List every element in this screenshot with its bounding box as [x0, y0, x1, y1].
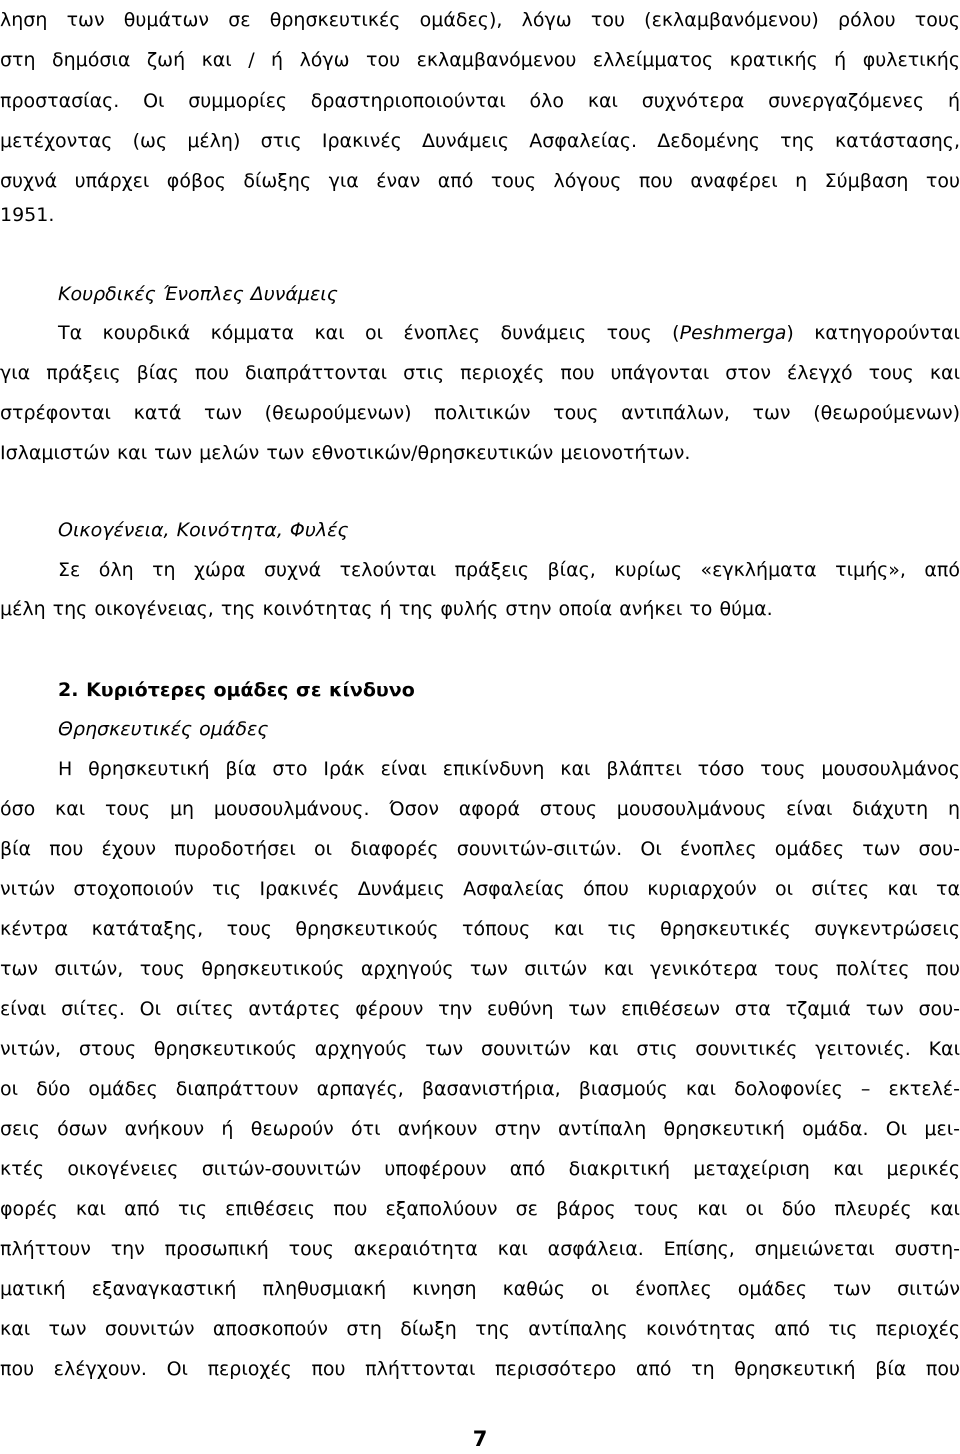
- text-line: φορές και από τις επιθέσεις που εξαπολύουν σε βάρος τους και οι δύο πλευρές και: [0, 1198, 960, 1220]
- text-line: που ελέγχουν. Οι περιοχές που πλήττονται περισσότερο από τη θρησκευτική βία που: [0, 1358, 960, 1380]
- italic-term: Peshmerga: [679, 322, 787, 344]
- text-line: προστασίας. Οι συμμορίες δραστηριοποιούνται όλο και συχνότερα συνεργαζόμενες ή: [0, 90, 960, 112]
- section-number: 2.: [58, 679, 79, 701]
- text-line: στη δημόσια ζωή και / ή λόγω του εκλαμβανόμενου ελλείμματος κρατικής ή φυλετικής: [0, 49, 960, 71]
- text-line: νιτών, στους θρησκευτικούς αρχηγούς των σουνιτών και στις σουνιτικές γειτονιές. Και: [0, 1038, 960, 1060]
- subsection-heading: Κουρδικές Ένοπλες Δυνάμεις: [58, 283, 338, 305]
- text-line: και των σουνιτών αποσκοπούν στη δίωξη της αντίπαλης κοινότητας από τις περιοχές: [0, 1318, 960, 1340]
- text-line: μετέχοντας (ως μέλη) στις Ιρακινές Δυνάμεις Ασφαλείας. Δεδομένης της κατάστασης,: [0, 130, 960, 152]
- text-line: ματική εξαναγκαστική πληθυσμιακή κινηση καθώς οι ένοπλες ομάδες των σιιτών: [0, 1278, 960, 1300]
- text-line: στρέφονται κατά των (θεωρούμενων) πολιτικών τους αντιπάλων, των (θεωρούμενων): [0, 402, 960, 424]
- text-span: Τα κουρδικά κόμματα και οι ένοπλες δυνάμεις τους (: [58, 322, 680, 344]
- text-line: είναι σιίτες. Οι σιίτες αντάρτες φέρουν την ευθύνη των επιθέσεων στα τζαμιά των σου-: [0, 998, 960, 1020]
- page-number: 7: [472, 1427, 488, 1451]
- text-line: [58, 313, 960, 353]
- text-line: βία που έχουν πυροδοτήσει οι διαφορές σουνιτών-σιιτών. Οι ένοπλες ομάδες των σου-: [0, 838, 960, 860]
- text-line: πλήττουν την προσωπική τους ακεραιότητα και ασφάλεια. Επίσης, σημειώνεται συστη-: [0, 1238, 960, 1260]
- text-line: μέλη της οικογένειας, της κοινότητας ή της φυλής στην οποία ανήκει το θύμα.: [0, 598, 773, 620]
- text-line: όσο και τους μη μουσουλμάνους. Όσον αφορά στους μουσουλμάνους είναι διάχυτη η: [0, 798, 960, 820]
- text-line: κέντρα κατάταξης, τους θρησκευτικούς τόπους και τις θρησκευτικές συγκεντρώσεις: [0, 918, 960, 940]
- section-title-text: Κυριότερες ομάδες σε κίνδυνο: [86, 679, 415, 701]
- text-span: ) κατηγορούνται: [786, 322, 960, 344]
- text-line: των σιιτών, τους θρησκευτικούς αρχηγούς των σιιτών και γενικότερα τους πολίτες που: [0, 958, 960, 980]
- subsection-heading: Θρησκευτικές ομάδες: [58, 718, 269, 740]
- text-line: Η θρησκευτική βία στο Ιράκ είναι επικίνδυνη και βλάπτει τόσο τους μουσουλμάνος: [58, 758, 960, 780]
- text-line: οι δύο ομάδες διαπράττουν αρπαγές, βασανιστήρια, βιασμούς και δολοφονίες – εκτελέ-: [0, 1078, 960, 1100]
- subsection-heading: Οικογένεια, Κοινότητα, Φυλές: [58, 519, 349, 541]
- text-line: ληση των θυμάτων σε θρησκευτικές ομάδες), λόγω του (εκλαμβανόμενου) ρόλου τους: [0, 9, 960, 31]
- text-line: για πράξεις βίας που διαπράττονται στις περιοχές που υπάγονται στον έλεγχό τους και: [0, 362, 960, 384]
- text-line: Σε όλη τη χώρα συχνά τελούνται πράξεις βίας, κυρίως «εγκλήματα τιμής», από: [58, 559, 960, 581]
- text-line: κτές οικογένειες σιιτών-σουνιτών υποφέρουν από διακριτική μεταχείριση και μερικές: [0, 1158, 960, 1180]
- text-line: νιτών στοχοποιούν τις Ιρακινές Δυνάμεις Ασφαλείας όπου κυριαρχούν οι σιίτες και τα: [0, 878, 960, 900]
- text-line: σεις όσων ανήκουν ή θεωρούν ότι ανήκουν στην αντίπαλη θρησκευτική ομάδα. Οι μει-: [0, 1118, 960, 1140]
- text-line: Ισλαμιστών και των μελών των εθνοτικών/θρησκευτικών μειονοτήτων.: [0, 442, 691, 464]
- section-title: [58, 670, 758, 710]
- text-line: συχνά υπάρχει φόβος δίωξης για έναν από τους λόγους που αναφέρει η Σύμβαση του: [0, 170, 960, 192]
- text-line: 1951.: [0, 204, 55, 226]
